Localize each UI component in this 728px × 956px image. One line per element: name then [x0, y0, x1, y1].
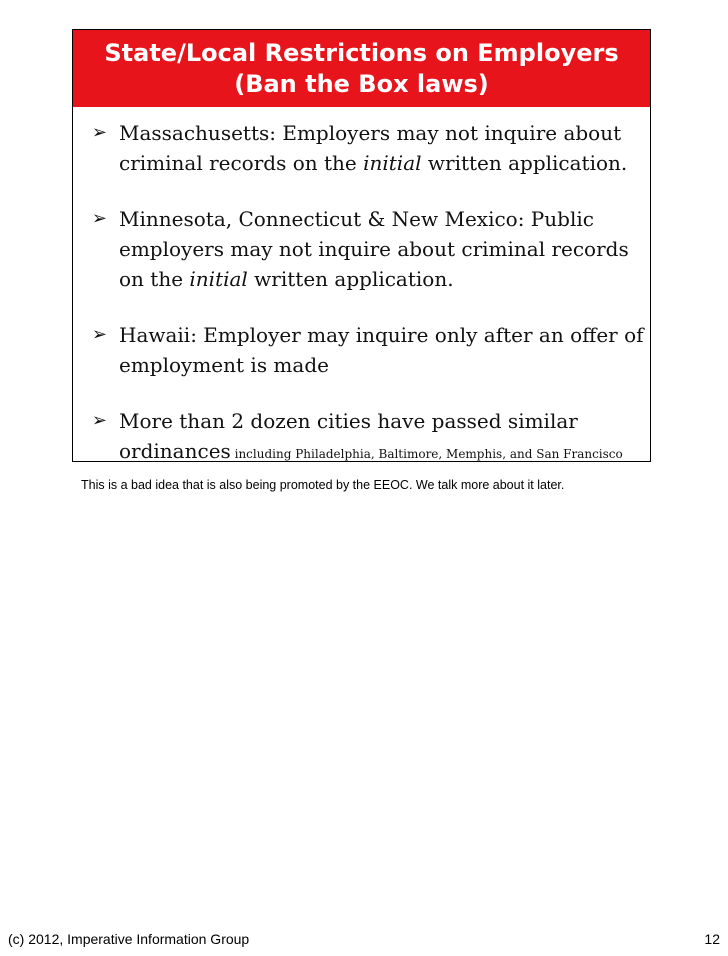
arrow-right-icon: ➢	[91, 410, 107, 431]
bullet-small-text: including Philadelphia, Baltimore, Memphis, and San Francisco	[230, 447, 623, 461]
bullet-text: Hawaii: Employer may inquire only after an offer of employment is made	[119, 323, 644, 377]
speaker-note: This is a bad idea that is also being promoted by the EEOC. We talk more about it later.	[81, 478, 565, 492]
bullet-text	[119, 406, 645, 469]
bullet-text-part: written application.	[421, 151, 628, 175]
arrow-right-icon: ➢	[91, 122, 107, 143]
bullet-item	[85, 204, 645, 294]
page-number: 12	[704, 931, 720, 947]
bullet-list	[85, 118, 645, 495]
slide-title-line2: (Ban the Box laws)	[234, 69, 489, 98]
arrow-right-icon: ➢	[91, 208, 107, 229]
bullet-text-part: Massachusetts: Employers may not inquire about criminal records on the	[119, 121, 622, 175]
bullet-item	[85, 118, 645, 178]
bullet-text-part: written application.	[247, 267, 454, 291]
bullet-text-part: More than 2 dozen cities have passed similar ordinances	[119, 409, 578, 463]
bullet-text-part: Minnesota, Connecticut & New Mexico: Public employers may not inquire about criminal records on the	[119, 207, 629, 291]
bullet-emphasis: initial	[189, 267, 248, 291]
slide-title-line1: State/Local Restrictions on Employers	[104, 38, 619, 67]
slide-title	[104, 38, 618, 100]
bullet-emphasis: initial	[363, 151, 422, 175]
slide	[72, 29, 651, 462]
footer-copyright: (c) 2012, Imperative Information Group	[8, 931, 250, 947]
bullet-item	[85, 320, 645, 380]
bullet-text	[119, 204, 645, 294]
arrow-right-icon: ➢	[91, 324, 107, 345]
bullet-text	[119, 118, 645, 178]
slide-header	[73, 30, 650, 107]
bullet-item	[85, 406, 645, 469]
